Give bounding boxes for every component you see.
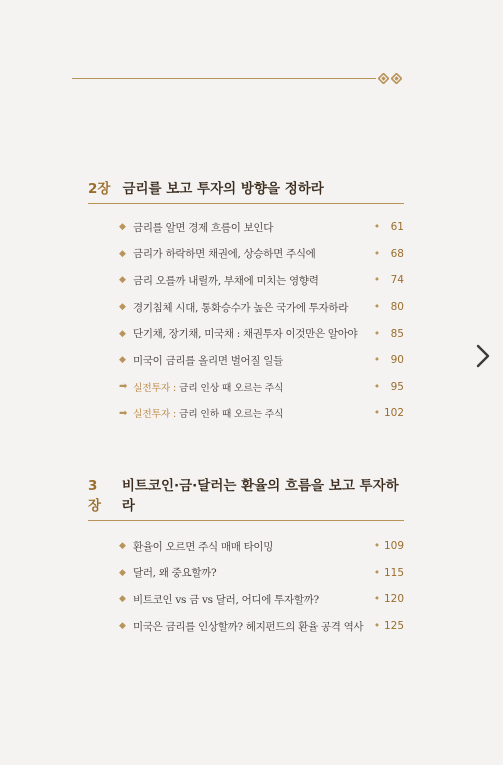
diamond-icon	[391, 73, 402, 84]
chapter-2	[88, 177, 404, 427]
next-page-button[interactable]	[470, 342, 496, 370]
diamond-bullet-icon: ◆	[119, 594, 126, 605]
entry-title: 달러, 왜 중요할까?	[133, 567, 217, 580]
leader-dot: •	[373, 247, 381, 260]
toc-entry[interactable]	[88, 267, 404, 294]
practice-title: 금리 인하 때 오르는 주식	[176, 409, 284, 421]
chapter-number: 3장	[88, 478, 102, 514]
chapter-title: 비트코인·금·달러는 환율의 흐름을 보고 투자하라	[121, 478, 399, 514]
practice-prefix: 실전투자 :	[133, 382, 177, 394]
entry-title: 금리가 하락하면 채권에, 상승하면 주식에	[133, 248, 316, 261]
diamond-bullet-icon: ◆	[119, 621, 126, 632]
toc-entry[interactable]	[88, 320, 404, 347]
toc-entry[interactable]	[88, 214, 404, 241]
chapter-number: 2장	[88, 181, 111, 197]
leader-dot: •	[373, 274, 381, 287]
leader-dot: •	[373, 221, 381, 234]
toc-entry[interactable]	[88, 533, 404, 560]
diamond-bullet-icon: ◆	[119, 567, 126, 578]
diamond-bullet-icon: ◆	[119, 222, 126, 233]
page-number: 90	[390, 354, 404, 367]
diamond-icon	[378, 73, 389, 84]
arrow-right-icon: ➡	[119, 381, 128, 393]
toc-entry[interactable]	[88, 347, 404, 374]
page-number: 109	[383, 540, 404, 553]
entry-title: 미국은 금리를 인상할까? 헤지펀드의 환율 공격 역사	[133, 620, 364, 633]
chevron-right-icon	[470, 342, 496, 370]
leader-dot: •	[373, 380, 381, 393]
practice-title: 금리 인상 때 오르는 주식	[176, 382, 284, 394]
leader-dot: •	[373, 327, 381, 340]
page-number: 74	[390, 274, 404, 287]
toc-list	[88, 533, 404, 639]
diamond-bullet-icon: ◆	[119, 275, 126, 286]
entry-title: 미국이 금리를 올리면 벌어질 일들	[133, 354, 283, 367]
page-number: 120	[383, 593, 404, 606]
page-number: 68	[390, 247, 404, 260]
entry-title: 금리를 알면 경제 흐름이 보인다	[133, 221, 274, 234]
entry-title	[133, 406, 366, 420]
toc-entry[interactable]	[88, 613, 404, 640]
toc-entry-practice[interactable]	[88, 400, 404, 427]
chapter-heading	[88, 474, 404, 521]
page-number: 102	[383, 407, 404, 420]
entry-title	[133, 380, 366, 394]
page-number: 80	[390, 301, 404, 314]
page-number: 61	[390, 221, 404, 234]
page-number: 125	[383, 620, 404, 633]
diamond-pair-icon	[378, 69, 402, 87]
practice-prefix: 실전투자 :	[133, 409, 177, 421]
page-number: 85	[390, 327, 404, 340]
toc-entry[interactable]	[88, 560, 404, 587]
leader-dot: •	[373, 354, 381, 367]
toc-entry[interactable]	[88, 241, 404, 268]
arrow-right-icon: ➡	[119, 407, 128, 419]
top-divider-line	[72, 78, 376, 79]
leader-dot: •	[373, 540, 381, 553]
entry-title: 환율이 오르면 주식 매매 타이밍	[133, 540, 274, 553]
chapter-heading	[88, 177, 404, 204]
diamond-bullet-icon: ◆	[119, 541, 126, 552]
toc-entry-practice[interactable]	[88, 374, 404, 401]
chapter-title: 금리를 보고 투자의 방향을 정하라	[122, 181, 324, 197]
leader-dot: •	[373, 566, 381, 579]
chapter-3	[88, 474, 404, 639]
leader-dot: •	[373, 407, 381, 420]
page-number: 115	[383, 566, 404, 579]
leader-dot: •	[373, 593, 381, 606]
page-number: 95	[390, 380, 404, 393]
diamond-bullet-icon: ◆	[119, 355, 126, 366]
diamond-bullet-icon: ◆	[119, 248, 126, 259]
toc-list	[88, 214, 404, 427]
diamond-bullet-icon: ◆	[119, 328, 126, 339]
entry-title: 경기침체 시대, 통화승수가 높은 국가에 투자하라	[133, 301, 349, 314]
toc-entry[interactable]	[88, 294, 404, 321]
leader-dot: •	[373, 301, 381, 314]
leader-dot: •	[373, 620, 381, 633]
entry-title: 비트코인 vs 금 vs 달러, 어디에 투자할까?	[133, 593, 319, 606]
entry-title: 단기채, 장기채, 미국채 : 채권투자 이것만은 알아야	[133, 328, 358, 341]
entry-title: 금리 오를까 내릴까, 부채에 미치는 영향력	[133, 274, 319, 287]
toc-entry[interactable]	[88, 586, 404, 613]
diamond-bullet-icon: ◆	[119, 302, 126, 313]
